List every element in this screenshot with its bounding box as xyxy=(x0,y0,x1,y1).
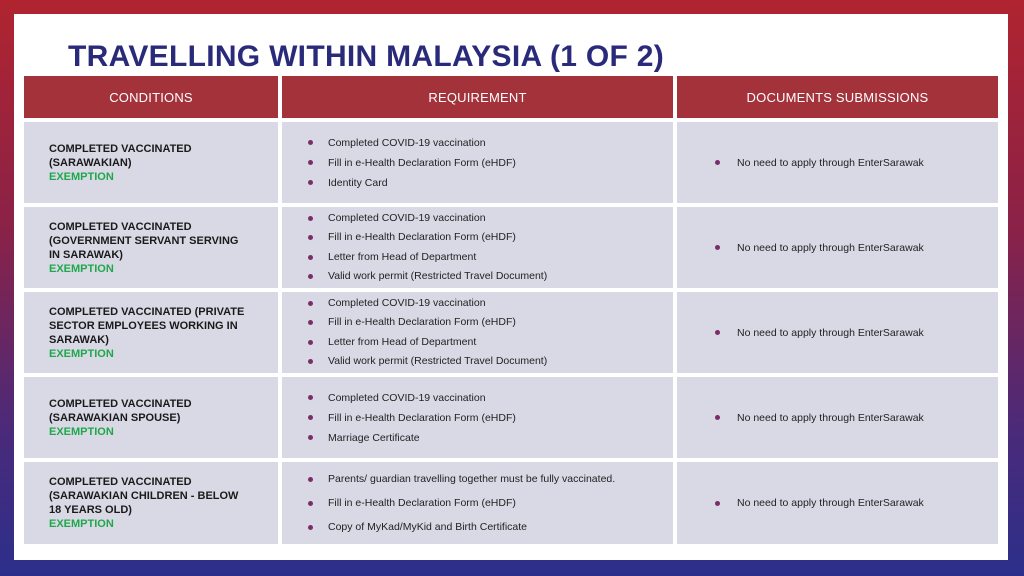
condition-text: COMPLETED VACCINATED xyxy=(49,476,192,488)
condition-cell xyxy=(24,462,278,544)
list-item: Fill in e-Health Declaration Form (eHDF) xyxy=(308,408,673,428)
table-row xyxy=(24,377,998,458)
condition-text: (GOVERNMENT SERVANT SERVING xyxy=(49,234,239,247)
condition-text: SECTOR EMPLOYEES WORKING IN xyxy=(49,319,238,332)
condition-text: (SARAWAKIAN) xyxy=(49,156,132,169)
requirement-list xyxy=(282,209,673,287)
condition-text: (SARAWAKIAN SPOUSE) xyxy=(49,411,181,424)
document-cell xyxy=(677,292,998,373)
list-item: Completed COVID-19 vaccination xyxy=(308,209,673,229)
document-text: No need to apply through EnterSarawak xyxy=(715,327,998,339)
condition-text: COMPLETED VACCINATED xyxy=(49,142,192,155)
requirement-list xyxy=(282,133,673,193)
requirement-list xyxy=(282,467,673,539)
list-item: Letter from Head of Department xyxy=(308,333,673,353)
status-badge: EXEMPTION xyxy=(49,518,114,530)
condition-text: COMPLETED VACCINATED (PRIVATE xyxy=(49,305,245,318)
document-text: No need to apply through EnterSarawak xyxy=(715,242,998,254)
list-item: Completed COVID-19 vaccination xyxy=(308,294,673,314)
requirement-list xyxy=(282,388,673,448)
requirements-table xyxy=(24,76,998,548)
list-item: Completed COVID-19 vaccination xyxy=(308,388,673,408)
list-item: Valid work permit (Restricted Travel Document) xyxy=(308,352,673,372)
status-badge: EXEMPTION xyxy=(49,347,114,360)
condition-text: 18 YEARS OLD) xyxy=(49,504,132,516)
condition-text: COMPLETED VACCINATED xyxy=(49,220,192,233)
table-row xyxy=(24,462,998,544)
table-row xyxy=(24,122,998,203)
table-row xyxy=(24,207,998,288)
list-item: Copy of MyKad/MyKid and Birth Certificate xyxy=(308,515,673,539)
list-item: Parents/ guardian travelling together must be fully vaccinated. xyxy=(308,467,673,491)
condition-cell xyxy=(24,292,278,373)
table-header-row xyxy=(24,76,998,118)
list-item: Fill in e-Health Declaration Form (eHDF) xyxy=(308,491,673,515)
requirement-cell xyxy=(282,122,673,203)
document-text: No need to apply through EnterSarawak xyxy=(715,497,998,509)
requirement-cell xyxy=(282,462,673,544)
condition-text: SARAWAK) xyxy=(49,333,109,346)
list-item: Fill in e-Health Declaration Form (eHDF) xyxy=(308,153,673,173)
condition-text: (SARAWAKIAN CHILDREN - BELOW xyxy=(49,490,239,502)
list-item: Marriage Certificate xyxy=(308,428,673,448)
condition-text: IN SARAWAK) xyxy=(49,248,123,261)
slide-card xyxy=(14,14,1008,560)
document-cell xyxy=(677,207,998,288)
condition-cell xyxy=(24,122,278,203)
condition-cell xyxy=(24,207,278,288)
page-title: TRAVELLING WITHIN MALAYSIA (1 OF 2) xyxy=(68,40,665,73)
header-conditions: CONDITIONS xyxy=(24,76,278,118)
requirement-cell xyxy=(282,377,673,458)
status-badge: EXEMPTION xyxy=(49,425,114,438)
list-item: Identity Card xyxy=(308,173,673,193)
document-cell xyxy=(677,462,998,544)
requirement-cell xyxy=(282,292,673,373)
list-item: Completed COVID-19 vaccination xyxy=(308,133,673,153)
document-text: No need to apply through EnterSarawak xyxy=(715,412,998,424)
status-badge: EXEMPTION xyxy=(49,170,114,183)
document-cell xyxy=(677,377,998,458)
document-cell xyxy=(677,122,998,203)
requirement-cell xyxy=(282,207,673,288)
condition-text: COMPLETED VACCINATED xyxy=(49,397,192,410)
table-row xyxy=(24,292,998,373)
list-item: Letter from Head of Department xyxy=(308,248,673,268)
condition-cell xyxy=(24,377,278,458)
header-documents-submissions: DOCUMENTS SUBMISSIONS xyxy=(677,76,998,118)
list-item: Valid work permit (Restricted Travel Document) xyxy=(308,267,673,287)
status-badge: EXEMPTION xyxy=(49,262,114,275)
document-text: No need to apply through EnterSarawak xyxy=(715,157,998,169)
requirement-list xyxy=(282,294,673,372)
list-item: Fill in e-Health Declaration Form (eHDF) xyxy=(308,313,673,333)
list-item: Fill in e-Health Declaration Form (eHDF) xyxy=(308,228,673,248)
header-requirement: REQUIREMENT xyxy=(282,76,673,118)
